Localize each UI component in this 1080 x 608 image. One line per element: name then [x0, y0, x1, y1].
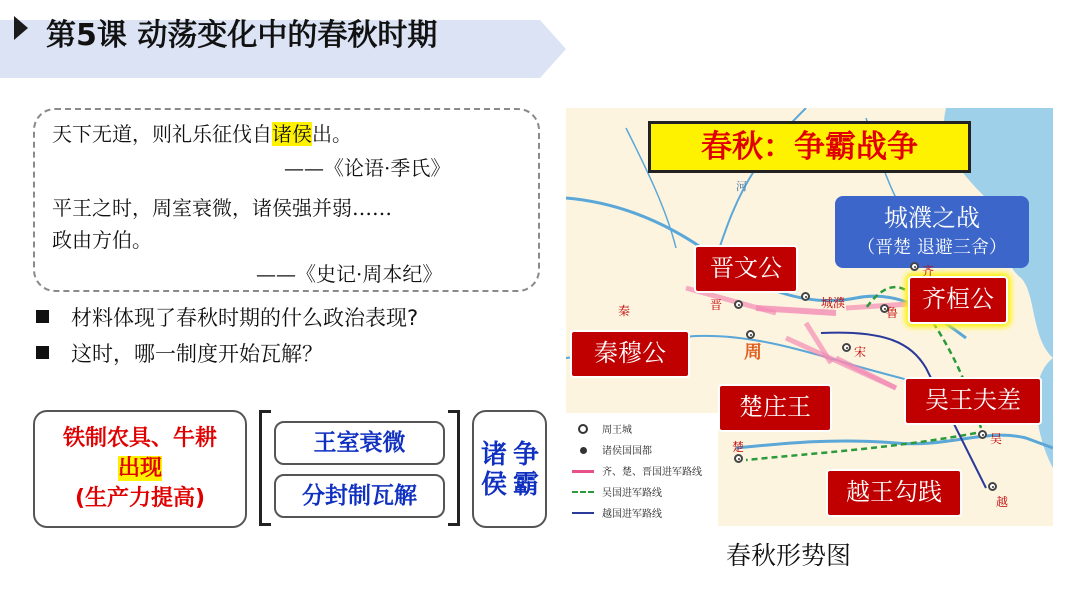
state-label-wu: 吴 — [990, 432, 1003, 446]
ruler-wu-fuchai: 吴王夫差 — [904, 377, 1042, 425]
spring-autumn-map — [566, 108, 1053, 526]
effect-col-2: 争霸 — [512, 440, 539, 500]
ruler-qin-mu: 秦穆公 — [570, 330, 690, 378]
ruler-chu-zhuang: 楚庄王 — [718, 384, 832, 432]
state-label-jin: 晋 — [710, 298, 723, 312]
capital-icon — [572, 445, 594, 455]
result-box-2: 分封制瓦解 — [274, 474, 445, 518]
battle-title: 城濮之战 — [884, 204, 980, 232]
legend-item-qi-chu-jin-route — [572, 463, 702, 478]
question-1 — [36, 302, 418, 332]
quote-2-line-2: 政由方伯。 — [52, 228, 152, 252]
legend-label: 周王城 — [602, 425, 632, 436]
arrow-bullet-icon — [14, 16, 28, 40]
legend-label: 吴国进军路线 — [602, 488, 662, 499]
map-legend — [566, 413, 718, 526]
cause-line-2 — [35, 454, 245, 484]
quote-1-highlight: 诸侯 — [272, 122, 312, 146]
capital-marker — [801, 292, 810, 301]
pink-route-icon — [572, 466, 594, 476]
cause-line-2-text: 出现 — [117, 456, 162, 481]
square-bullet-icon — [36, 346, 49, 359]
battle-box — [835, 196, 1029, 268]
effect-col-1: 诸侯 — [480, 440, 507, 500]
state-label-song: 宋 — [854, 345, 867, 359]
map-caption: 春秋形势图 — [726, 541, 852, 570]
question-2-text: 这时，哪一制度开始瓦解？ — [71, 342, 323, 366]
square-bullet-icon — [36, 310, 49, 323]
capital-marker — [842, 343, 851, 352]
capital-marker — [910, 262, 919, 271]
quote-1-post: 出。 — [312, 122, 352, 146]
state-label-yue: 越 — [996, 495, 1009, 509]
capital-marker — [978, 430, 987, 439]
state-label-qin: 秦 — [618, 304, 631, 318]
ruler-qi-huan: 齐桓公 — [908, 276, 1008, 324]
capital-marker — [734, 300, 743, 309]
page-title: 第5课 动荡变化中的春秋时期 — [46, 18, 438, 53]
river-label: 河 — [736, 180, 747, 193]
battle-subtitle: （晋楚 退避三舍） — [857, 237, 1007, 258]
map-title: 春秋：争霸战争 — [648, 121, 971, 173]
quote-2-line-1: 平王之时，周室衰微，诸侯强并弱…… — [52, 196, 392, 220]
legend-label: 诸侯国国都 — [602, 446, 652, 457]
legend-item-wu-route — [572, 484, 662, 499]
cause-box — [33, 410, 247, 528]
cause-line-3: (生产力提高) — [74, 486, 206, 511]
legend-label: 齐、楚、晋国进军路线 — [602, 467, 702, 478]
right-bracket — [448, 410, 460, 526]
quote-1-line — [52, 118, 352, 147]
green-route-icon — [572, 487, 594, 497]
state-label-lu: 鲁 — [886, 306, 899, 320]
royal-city-icon — [572, 424, 594, 434]
state-label-zhou: 周 — [744, 342, 762, 363]
quote-1-pre: 天下无道，则礼乐征伐自 — [52, 122, 272, 146]
blue-route-icon — [572, 508, 594, 518]
question-1-text: 材料体现了春秋时期的什么政治表现? — [71, 306, 419, 330]
ruler-yue-goujian: 越王勾践 — [826, 469, 962, 517]
state-label-qi: 齐 — [922, 264, 935, 278]
capital-marker — [988, 482, 997, 491]
legend-label: 越国进军路线 — [602, 509, 662, 520]
ruler-jin-wen: 晋文公 — [694, 245, 798, 293]
left-bracket — [259, 410, 271, 526]
capital-marker — [734, 454, 743, 463]
question-2 — [36, 338, 323, 368]
state-label-chengpu: 城濮 — [821, 296, 846, 310]
legend-item-capital — [572, 442, 652, 457]
result-box-1: 王室衰微 — [274, 421, 445, 465]
quote-2-source: ——《史记·周本纪》 — [256, 262, 443, 286]
state-label-chu: 楚 — [732, 440, 745, 454]
cause-line-1: 铁制农具、牛耕 — [62, 426, 217, 451]
effect-box — [472, 410, 547, 528]
legend-item-royal-city — [572, 421, 632, 436]
legend-item-yue-route — [572, 505, 662, 520]
quote-1-source: ——《论语·季氏》 — [284, 156, 451, 180]
